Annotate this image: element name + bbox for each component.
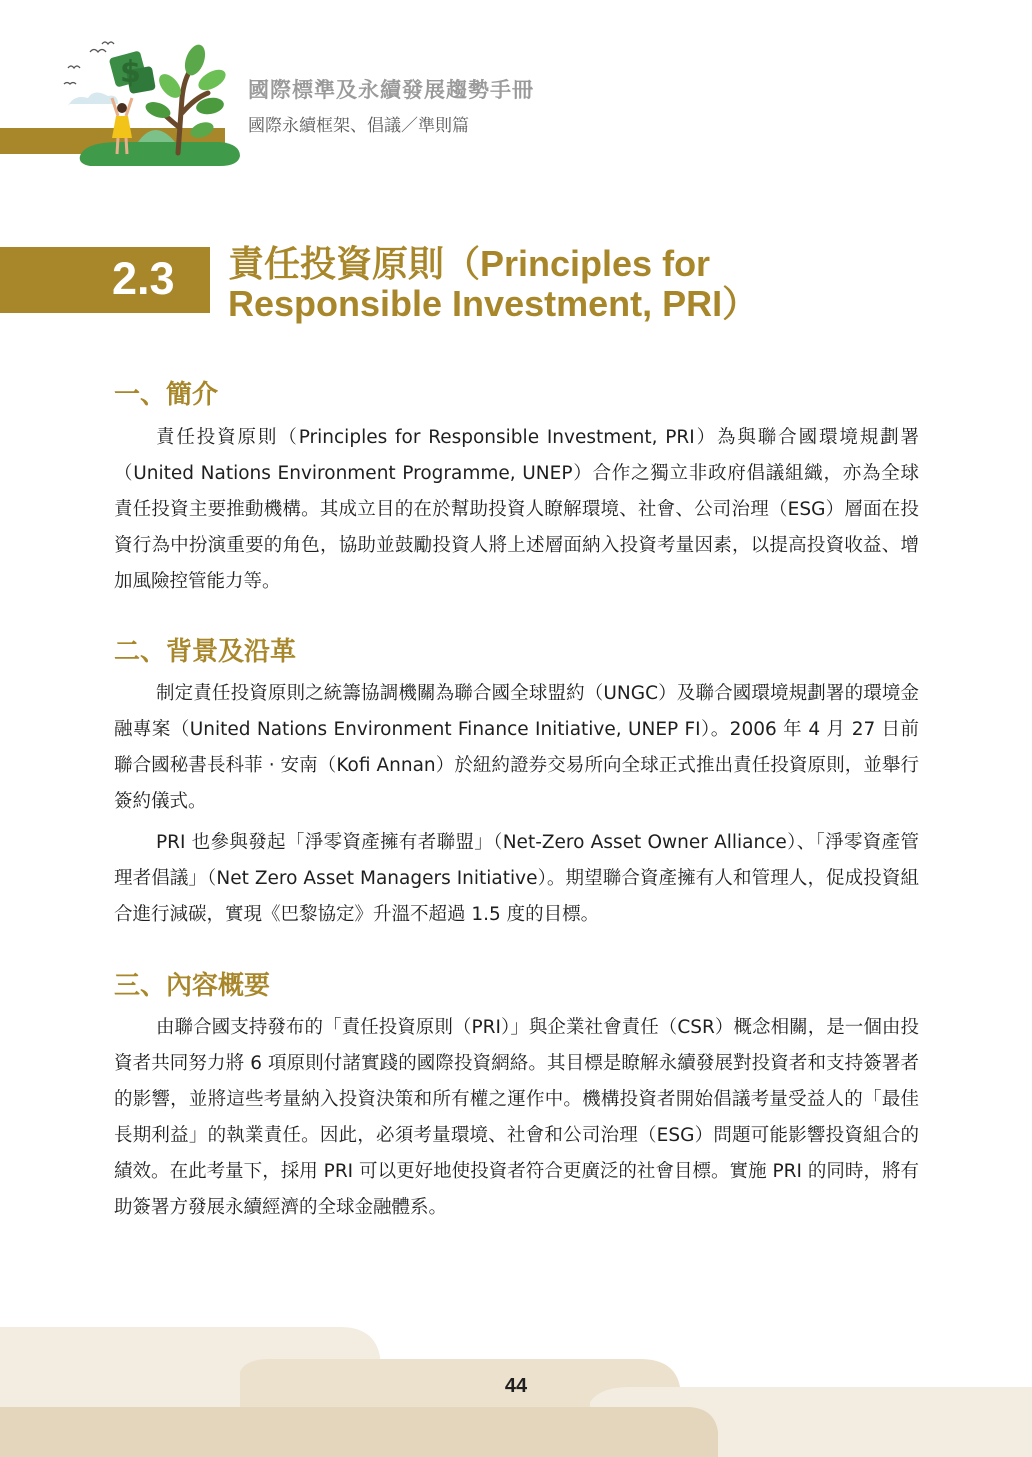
page-number: 44 (504, 1375, 528, 1397)
intro-heading: 一、簡介 (114, 380, 219, 410)
background-paragraph-2: PRI 也參與發起「淨零資產擁有者聯盟」（Net-Zero Asset Owner Alliance）、「淨零資產管理者倡議」（Net Zero Asset Managers Initiative）。期望聯合資產擁有人和管理人，促成投資組合進行減碳，實現《巴黎協定》升溫不超過 1.5 度的目標。 (114, 832, 919, 925)
intro-paragraph: 責任投資原則（Principles for Responsible Investment, PRI）為與聯合國環境規劃署（United Nations Environment Programme, UNEP）合作之獨立非政府倡議組織，亦為全球責任投資主要推動機構。其成立目的在於幫助投資人瞭解環境、社會、公司治理（ESG）層面在投資行為中扮演重要的角色，協助並鼓勵投資人將上述層面納入投資考量因素，以提高投資收益、增加風險控管能力等。 (114, 427, 919, 592)
svg-text:$: $ (120, 55, 141, 90)
overview-heading: 三、內容概要 (114, 971, 271, 1001)
background-paragraph-1: 制定責任投資原則之統籌協調機關為聯合國全球盟約（UNGC）及聯合國環境規劃署的環境金融專案（United Nations Environment Finance Initiative, UNEP FI）。2006 年 4 月 27 日前聯合國秘書長科菲 ‧ 安南（Kofi Annan）於紐約證券交易所向全球正式推出責任投資原則，並舉行簽約儀式。 (114, 683, 919, 812)
section-title-line2: Responsible Investment, PRI） (228, 283, 759, 324)
handbook-subtitle: 國際永續框架、倡議／準則篇 (248, 116, 469, 136)
background-heading: 二、背景及沿革 (114, 637, 297, 667)
tree-logo-icon (60, 38, 245, 168)
section-number-block (0, 247, 210, 313)
handbook-title: 國際標準及永續發展趨勢手冊 (248, 78, 534, 102)
section-title (228, 244, 758, 324)
section-title-line1: 責任投資原則（Principles for (228, 243, 711, 284)
overview-paragraph: 由聯合國支持發布的「責任投資原則（PRI）」與企業社會責任（CSR）概念相關，是一個由投資者共同努力將 6 項原則付諸實踐的國際投資網絡。其目標是瞭解永續發展對投資者和支持簽署者的影響，並將這些考量納入投資決策和所有權之運作中。機構投資者開始倡議考量受益人的「最佳長期利益」的執業責任。因此，必須考量環境、社會和公司治理（ESG）問題可能影響投資組合的績效。在此考量下，採用 PRI 可以更好地使投資者符合更廣泛的社會目標。實施 PRI 的同時，將有助簽署方發展永續經濟的全球金融體系。 (114, 1017, 919, 1218)
section-number: 2.3 (112, 253, 175, 304)
